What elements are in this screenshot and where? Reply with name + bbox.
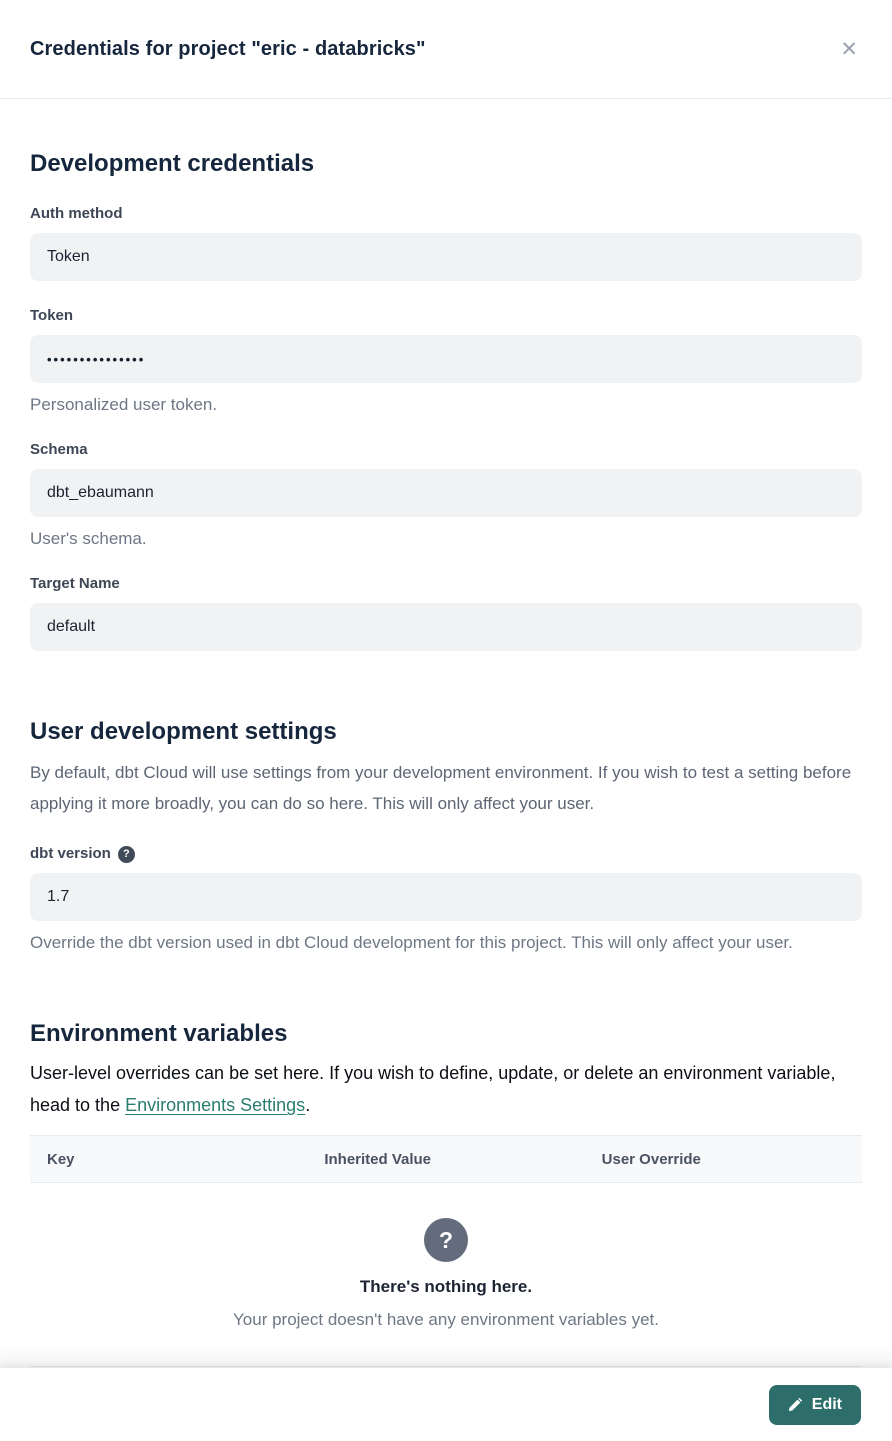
modal-title: Credentials for project "eric - databricks": [30, 37, 426, 60]
dbt-version-helper: Override the dbt version used in dbt Cloud development for this project. This will only affect your user.: [30, 933, 793, 952]
token-label: Token: [30, 307, 74, 324]
column-header-key: Key: [47, 1150, 75, 1168]
env-variables-description: [30, 1057, 850, 1121]
schema-helper: User's schema.: [30, 529, 147, 548]
auth-method-group: [30, 205, 862, 281]
auth-method-input[interactable]: Token: [30, 233, 862, 281]
token-input[interactable]: •••••••••••••••: [30, 335, 862, 383]
edit-button[interactable]: [769, 1385, 861, 1425]
dev-credentials-heading: Development credentials: [30, 150, 315, 177]
auth-method-label: Auth method: [30, 205, 123, 222]
user-dev-settings-description: By default, dbt Cloud will use settings from your development environment. If you wish to test a setting before applying it more broadly, you can do so here. This will only affect your user.: [30, 763, 852, 813]
target-name-group: [30, 575, 862, 651]
close-button[interactable]: [836, 35, 862, 64]
dbt-version-label: [30, 845, 862, 863]
env-description-period: .: [305, 1095, 311, 1115]
schema-group: [30, 441, 862, 549]
question-mark-icon: ?: [424, 1218, 468, 1262]
modal-footer: [0, 1368, 892, 1441]
user-dev-settings-heading: User development settings: [30, 718, 337, 745]
empty-state-title: There's nothing here.: [359, 1277, 533, 1296]
empty-state-subtitle: Your project doesn't have any environment variables yet.: [233, 1310, 659, 1329]
target-name-label: Target Name: [30, 575, 120, 592]
empty-state: [30, 1183, 862, 1330]
token-helper: Personalized user token.: [30, 395, 218, 414]
token-group: [30, 307, 862, 415]
dbt-version-label-text: dbt version: [30, 845, 111, 862]
column-header-user-override: User Override: [601, 1150, 701, 1168]
env-variables-heading: Environment variables: [30, 1020, 288, 1047]
env-description-text: User-level overrides can be set here. If you wish to define, update, or delete an environment variable, head to the: [30, 1063, 836, 1115]
modal-header: [0, 0, 892, 99]
edit-button-label: Edit: [811, 1395, 842, 1413]
column-header-inherited-value: Inherited Value: [324, 1150, 432, 1168]
schema-input[interactable]: dbt_ebaumann: [30, 469, 862, 517]
dbt-version-input[interactable]: 1.7: [30, 873, 862, 921]
close-icon: ✕: [840, 36, 858, 61]
pencil-icon: [788, 1397, 803, 1412]
help-icon[interactable]: ?: [118, 846, 135, 863]
dbt-version-group: [30, 845, 862, 953]
modal-content: [0, 149, 892, 1367]
env-variables-table-header: [30, 1135, 862, 1183]
schema-label: Schema: [30, 441, 88, 458]
target-name-input[interactable]: default: [30, 603, 862, 651]
environments-settings-link[interactable]: Environments Settings: [125, 1095, 306, 1115]
scroll-shadow: [0, 1344, 892, 1368]
